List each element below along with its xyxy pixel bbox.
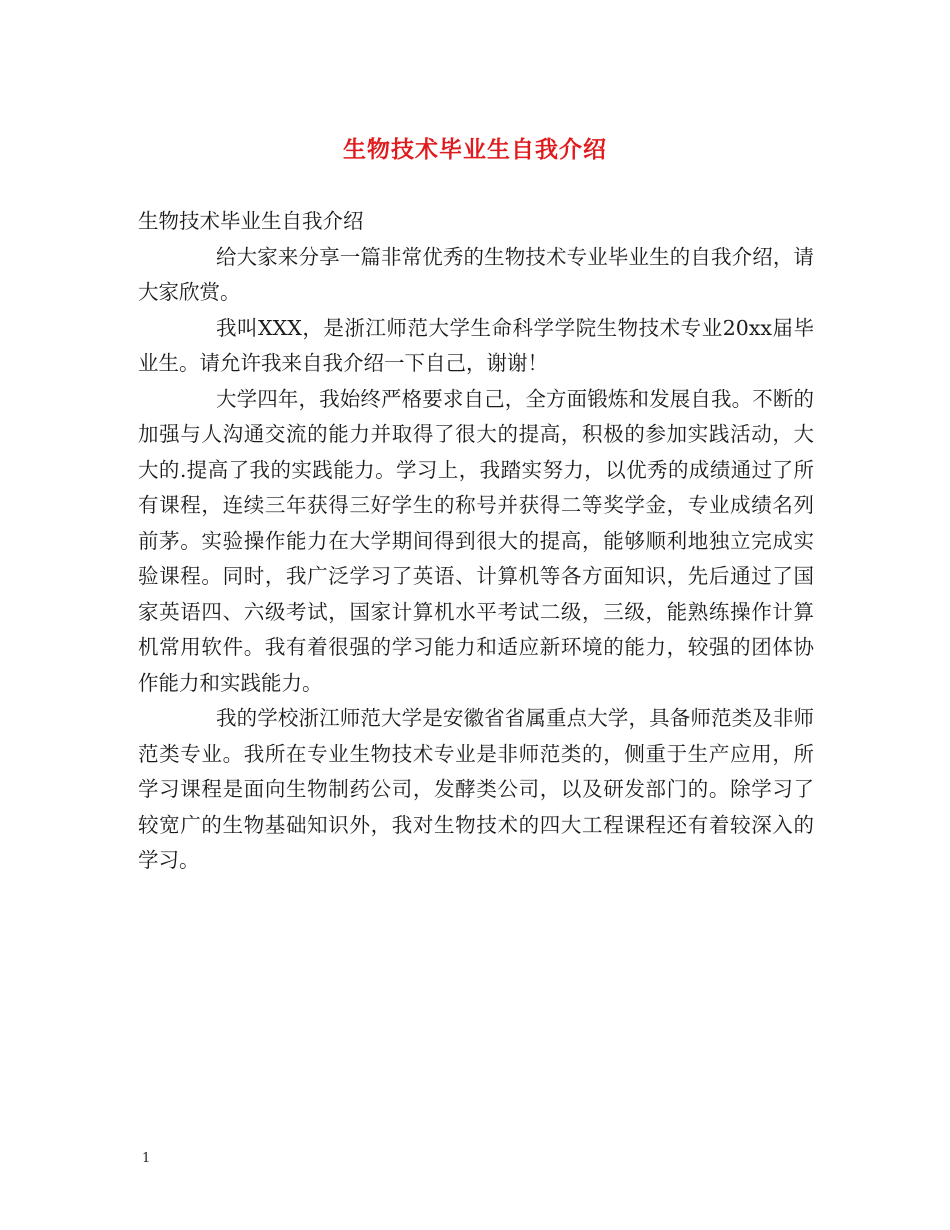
paragraph-university-years: 大学四年，我始终严格要求自己，全方面锻炼和发展自我。不断的加强与人沟通交流的能力并取得了很大的提高，积极的参加实践活动，大大的.提高了我的实践能力。学习上，我踏实努力，以优秀的成绩通过了所有课程，连续三年获得三好学生的称号并获得二等奖学金，专业成绩名列前茅。实验操作能力在大学期间得到很大的提高，能够顺利地独立完成实验课程。同时，我广泛学习了英语、计算机等各方面知识，先后通过了国家英语四、六级考试，国家计算机水平考试二级，三级，能熟练操作计算机常用软件。我有着很强的学习能力和适应新环境的能力，较强的团体协作能力和实践能力。	[138, 386, 814, 695]
document-title: 生物技术毕业生自我介绍	[343, 136, 607, 163]
document-body	[138, 204, 814, 879]
paragraph-school: 我的学校浙江师范大学是安徽省省属重点大学，具备师范类及非师范类专业。我所在专业生物技术专业是非师范类的，侧重于生产应用，所学习课程是面向生物制药公司，发酵类公司，以及研发部门的。除学习了较宽广的生物基础知识外，我对生物技术的四大工程课程还有着较深入的学习。	[138, 706, 814, 872]
page-number: 1	[142, 1151, 151, 1166]
paragraph-intro: 给大家来分享一篇非常优秀的生物技术专业毕业生的自我介绍，请大家欣赏。	[138, 244, 814, 304]
document-subtitle: 生物技术毕业生自我介绍	[138, 209, 364, 233]
paragraph-name: 我叫XXX，是浙江师范大学生命科学学院生物技术专业20xx届毕业生。请允许我来自我介绍一下自己，谢谢！	[138, 315, 814, 375]
